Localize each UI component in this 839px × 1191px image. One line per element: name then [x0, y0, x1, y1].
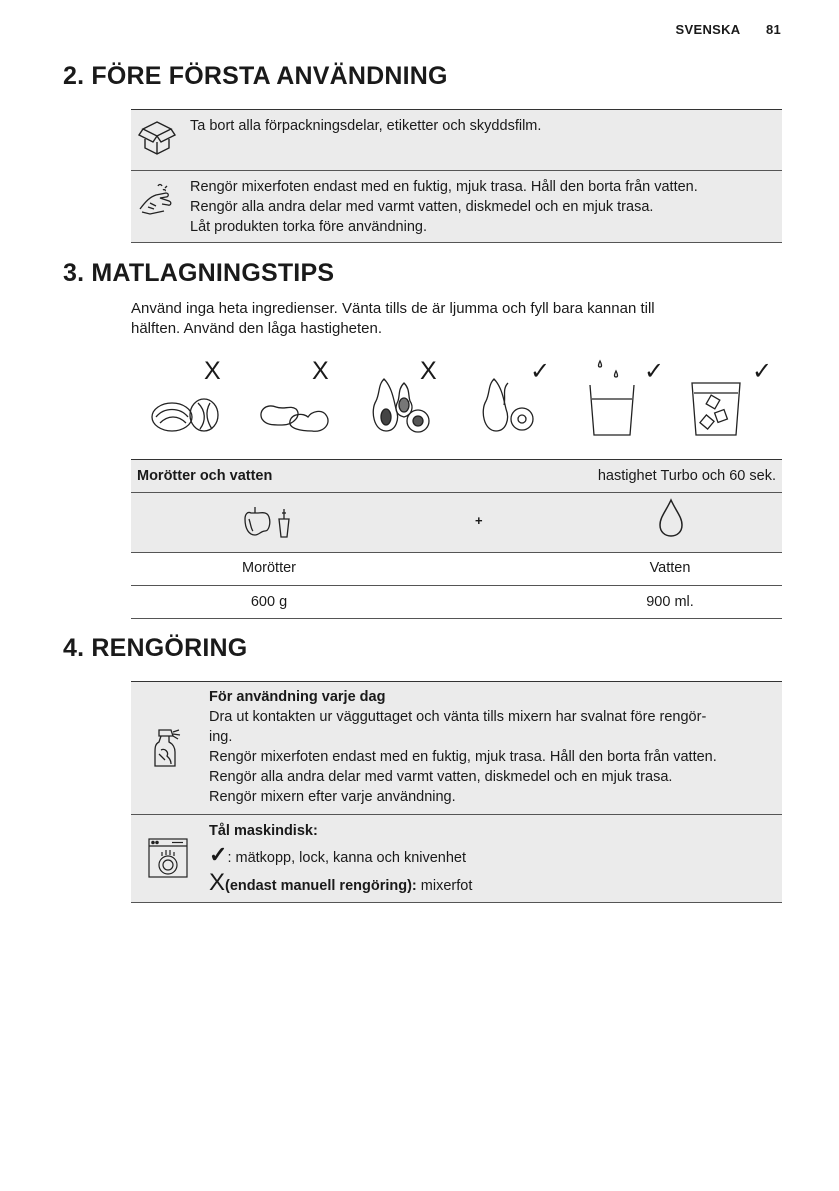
dishwasher-row: [131, 815, 782, 902]
ingredient-amount: 600 g: [250, 594, 288, 610]
spray-cleaning-icon: [149, 726, 189, 770]
cross-mark-icon: X: [209, 869, 226, 896]
manual-cleaning-note: (endast manuell rengöring):: [225, 878, 417, 894]
food-icon-strip: [148, 357, 788, 442]
instruction-line: Rengör mixerfoten endast med en fuktig, mjuk trasa. Håll den borta från vatten.: [190, 179, 698, 195]
dishwasher-icon: [148, 838, 188, 878]
plus-sign: +: [475, 513, 483, 528]
water-drop-icon: [656, 497, 686, 539]
recipe-amount-row: [131, 586, 782, 618]
box-unpack-icon: [137, 118, 177, 163]
cleaning-daily-row: [131, 682, 782, 814]
instruction-line: Rengör alla andra delar med varmt vatten, diskmedel och en mjuk trasa.: [190, 199, 654, 215]
carrot-pepper-icon: [241, 499, 297, 539]
glass-of-water-icon: [586, 357, 646, 437]
nuts-icon: [148, 393, 228, 437]
recipe-label-row: [131, 553, 782, 585]
ingredient-label: Morötter: [242, 560, 296, 576]
page-header: [654, 22, 781, 37]
section-3-title: 3. MATLAGNINGSTIPS: [63, 259, 335, 287]
cross-mark: X: [204, 357, 221, 385]
ingredient-label: Vatten: [649, 560, 691, 576]
glass-of-ice-icon: [690, 381, 746, 437]
hand-wipe-icon: [136, 181, 176, 222]
cleaning-line: Rengör mixern efter varje användning.: [209, 789, 456, 805]
avocado-pitted-icon: [480, 375, 544, 437]
divider: [131, 242, 782, 243]
section-2-title: 2. FÖRE FÖRSTA ANVÄNDNING: [63, 62, 448, 90]
recipe-name: Morötter och vatten: [137, 468, 273, 484]
check-mark: ✓: [530, 358, 551, 385]
recipe-icon-row: [131, 493, 782, 552]
section-4-title: 4. RENGÖRING: [63, 634, 248, 662]
check-mark: ✓: [752, 358, 773, 385]
cross-mark: X: [420, 357, 437, 385]
cleaning-line: ing.: [209, 729, 233, 745]
cross-mark: X: [312, 357, 329, 385]
dishwasher-unsafe-line: [209, 869, 473, 896]
instruction-text: Ta bort alla förpackningsdelar, etiketter och skyddsfilm.: [190, 118, 542, 134]
dishwasher-safe-line: [209, 842, 467, 868]
instruction-row-cleaning: [131, 171, 782, 242]
recipe-header-row: [131, 460, 782, 492]
cleaning-line: Rengör alla andra delar med varmt vatten, diskmedel och en mjuk trasa.: [209, 769, 673, 785]
divider: [131, 618, 782, 619]
dishwasher-unsafe-parts: mixerfot: [416, 878, 473, 894]
intro-text: hälften. Använd den låga hastigheten.: [131, 320, 383, 337]
dishwasher-safe-parts: : mätkopp, lock, kanna och knivenhet: [227, 850, 467, 866]
beans-icon: [256, 393, 336, 437]
cleaning-heading: För användning varje dag: [209, 689, 386, 705]
instruction-line: Låt produkten torka före användning.: [190, 219, 427, 235]
page-number: 81: [765, 22, 781, 37]
cleaning-line: Dra ut kontakten ur vägguttaget och vänta tills mixern har svalnat före rengör-: [209, 709, 707, 725]
cleaning-line: Rengör mixerfoten endast med en fuktig, mjuk trasa. Håll den borta från vatten.: [209, 749, 717, 765]
check-mark-icon: ✓: [209, 842, 228, 867]
avocado-with-pit-icon: [370, 375, 434, 437]
recipe-setting: hastighet Turbo och 60 sek.: [597, 468, 776, 484]
divider: [131, 902, 782, 903]
ingredient-amount: 900 ml.: [646, 594, 694, 610]
language-label: SVENSKA: [675, 22, 741, 37]
dishwasher-heading: Tål maskindisk:: [209, 823, 318, 839]
instruction-row-unpack: [131, 110, 782, 170]
intro-text: Använd inga heta ingredienser. Vänta tills de är ljumma och fyll bara kannan till: [131, 300, 655, 317]
check-mark: ✓: [644, 358, 665, 385]
